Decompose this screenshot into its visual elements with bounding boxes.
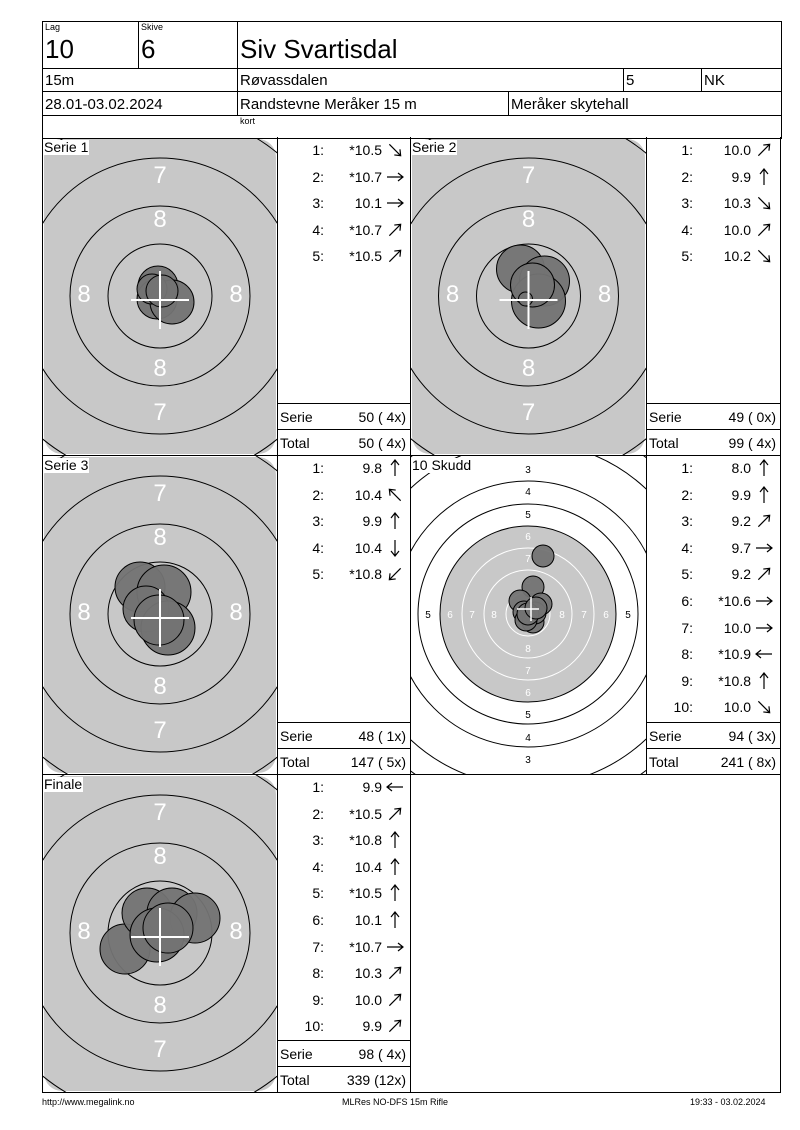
shooter-name: Siv Svartisdal <box>240 34 398 64</box>
arrow-se-icon <box>753 193 775 213</box>
arrow-se-icon <box>384 140 406 160</box>
shot-row <box>278 485 410 505</box>
total-value: 241 ( 8x) <box>720 754 776 770</box>
event: Randstevne Meråker 15 m <box>240 96 417 113</box>
shot-row <box>278 167 410 187</box>
ring-number: 8 <box>521 206 536 233</box>
ring-number: 7 <box>469 610 475 621</box>
serie-value: 48 ( 1x) <box>358 728 406 744</box>
shot-number: 4: <box>312 539 324 556</box>
arrow-n-icon <box>753 485 775 505</box>
arrow-nw-icon <box>384 485 406 505</box>
total-value: 339 (12x) <box>346 1072 406 1088</box>
shot-row <box>278 910 410 930</box>
footer-timestamp: 19:33 - 03.02.2024 <box>690 1097 766 1107</box>
arrow-w-icon <box>753 644 775 664</box>
arrow-n-icon <box>384 857 406 877</box>
ring-number: 8 <box>77 599 91 626</box>
shot-number: 6: <box>681 593 693 609</box>
arrow-se-icon <box>753 697 775 717</box>
ring-number: 7 <box>581 610 587 621</box>
shot-score: 10.1 <box>354 912 382 928</box>
shot-score: 10.4 <box>354 858 382 875</box>
shot-score: 10.0 <box>723 619 751 636</box>
shot-row <box>647 458 780 478</box>
shot-row <box>278 458 410 478</box>
shot-score: *10.8 <box>349 832 382 849</box>
shot-hole <box>525 597 547 619</box>
serie-summary <box>278 1040 410 1067</box>
ring-number: 7 <box>153 717 167 744</box>
ring-number: 8 <box>559 610 565 621</box>
ring-number: 7 <box>521 162 536 189</box>
arrow-e-icon <box>753 618 775 638</box>
shot-row <box>278 1016 410 1036</box>
arrow-ne-icon <box>384 220 406 240</box>
ring-number: 6 <box>447 610 453 621</box>
ring-number: 8 <box>153 992 167 1019</box>
ring-number: 5 <box>525 710 531 721</box>
target-type: kort <box>240 116 256 126</box>
arrow-e-icon <box>384 937 406 957</box>
shot-row <box>647 193 780 213</box>
shot-score: 10.0 <box>723 221 751 238</box>
ring-number: 5 <box>525 510 531 521</box>
ring-number: 8 <box>597 281 612 308</box>
shot-row <box>647 618 780 638</box>
total-label: Total <box>649 435 679 451</box>
shot-number: 2: <box>312 168 324 185</box>
shot-number: 10: <box>304 1018 324 1035</box>
shot-score: *10.5 <box>349 142 382 158</box>
total-summary <box>278 429 410 456</box>
total-summary <box>647 748 780 775</box>
ring-number: 8 <box>153 206 167 233</box>
shot-score: *10.5 <box>349 885 382 902</box>
ring-number: 3 <box>525 755 531 766</box>
ring-number: 8 <box>491 610 497 621</box>
region: NK <box>704 72 725 89</box>
arrow-e-icon <box>753 591 775 611</box>
shot-score: *10.6 <box>718 593 751 609</box>
shot-row <box>647 564 780 584</box>
serie-label: Serie <box>280 728 313 744</box>
arrow-w-icon <box>384 777 406 797</box>
shot-score: 9.2 <box>731 513 751 530</box>
shot-score: *10.8 <box>349 566 382 583</box>
ring-number: 8 <box>153 524 167 551</box>
shot-score: *10.5 <box>349 248 382 265</box>
shot-number: 10: <box>673 699 693 716</box>
total-label: Total <box>280 754 310 770</box>
ring-number: 8 <box>229 281 243 308</box>
serie-summary <box>278 403 410 430</box>
arrow-ne-icon <box>384 1016 406 1036</box>
shot-row <box>278 830 410 850</box>
shot-number: 9: <box>312 991 324 1008</box>
target-serie-3 <box>43 456 277 774</box>
ring-number: 8 <box>521 355 536 382</box>
shot-row <box>278 538 410 558</box>
shot-number: 2: <box>681 486 693 503</box>
total-value: 147 ( 5x) <box>350 754 406 770</box>
shot-score: 10.1 <box>354 195 382 212</box>
ring-number: 7 <box>525 666 531 677</box>
shot-row <box>278 963 410 983</box>
footer-url[interactable]: http://www.megalink.no <box>42 1097 135 1107</box>
total-summary <box>278 748 410 775</box>
shot-number: 1: <box>312 460 324 476</box>
total-summary <box>278 1066 410 1093</box>
ring-number: 6 <box>525 688 531 699</box>
shot-row <box>647 485 780 505</box>
ring-number: 7 <box>521 399 536 426</box>
shot-row <box>647 644 780 664</box>
skive-value: 6 <box>141 34 156 64</box>
arrow-s-icon <box>384 538 406 558</box>
shot-score: *10.7 <box>349 938 382 955</box>
shot-score: 8.0 <box>731 460 751 476</box>
shot-number: 7: <box>681 619 693 636</box>
serie-value: 49 ( 0x) <box>728 409 776 425</box>
ring-number: 7 <box>153 799 167 826</box>
venue: Meråker skytehall <box>511 96 629 113</box>
shot-number: 8: <box>312 965 324 982</box>
shot-number: 4: <box>681 221 693 238</box>
shot-row <box>278 564 410 584</box>
footer-software: MLRes NO-DFS 15m Rifle <box>342 1097 449 1107</box>
ring-number: 7 <box>525 554 531 565</box>
shot-row <box>647 220 780 240</box>
arrow-e-icon <box>753 538 775 558</box>
shot-score: 9.9 <box>362 779 382 795</box>
shot-list-serie-3 <box>278 456 410 774</box>
shot-number: 5: <box>312 885 324 902</box>
shot-score: 9.9 <box>362 1018 382 1035</box>
shot-row <box>647 140 780 160</box>
shot-score: 10.0 <box>723 142 751 158</box>
shot-row <box>278 140 410 160</box>
shot-row <box>278 937 410 957</box>
ring-number: 8 <box>153 673 167 700</box>
shot-list-serie-1 <box>278 138 410 455</box>
shot-number: 1: <box>312 779 324 795</box>
shot-number: 4: <box>681 539 693 556</box>
arrow-ne-icon <box>753 511 775 531</box>
serie-value: 98 ( 4x) <box>358 1046 406 1062</box>
serie-summary <box>647 722 780 749</box>
shot-score: 10.2 <box>723 248 751 265</box>
arrow-n-icon <box>384 511 406 531</box>
shot-row <box>278 511 410 531</box>
shot-row <box>647 538 780 558</box>
arrow-ne-icon <box>384 990 406 1010</box>
shot-row <box>278 990 410 1010</box>
ring-number: 4 <box>525 733 531 744</box>
arrow-n-icon <box>753 458 775 478</box>
shot-score: 9.2 <box>731 566 751 583</box>
shot-number: 2: <box>312 486 324 503</box>
ring-number: 8 <box>229 918 243 945</box>
shot-number: 5: <box>312 566 324 583</box>
shot-row <box>647 671 780 691</box>
ring-number: 8 <box>153 843 167 870</box>
target-serie-2 <box>411 138 646 455</box>
arrow-n-icon <box>753 671 775 691</box>
arrow-n-icon <box>384 910 406 930</box>
shot-number: 3: <box>312 832 324 849</box>
panel-title: Finale <box>44 776 83 792</box>
shot-number: 6: <box>312 912 324 928</box>
shot-score: *10.9 <box>718 646 751 663</box>
target-finale <box>43 775 277 1092</box>
shot-row <box>647 697 780 717</box>
shot-score: 10.0 <box>354 991 382 1008</box>
shot-score: 10.0 <box>723 699 751 716</box>
shot-score: *10.7 <box>349 221 382 238</box>
ring-number: 4 <box>525 487 531 498</box>
shot-number: 3: <box>312 195 324 212</box>
shot-row <box>647 167 780 187</box>
panel-title: Serie 3 <box>44 457 89 473</box>
shot-hole <box>532 545 554 567</box>
ring-number: 7 <box>153 1036 167 1063</box>
dates: 28.01-03.02.2024 <box>45 96 163 113</box>
shot-number: 4: <box>312 858 324 875</box>
shot-number: 1: <box>681 142 693 158</box>
serie-summary <box>647 403 780 430</box>
arrow-ne-icon <box>753 140 775 160</box>
panel-title: Serie 1 <box>44 139 89 155</box>
serie-label: Serie <box>649 728 682 744</box>
arrow-n-icon <box>384 883 406 903</box>
serie-value: 94 ( 3x) <box>728 728 776 744</box>
arrow-e-icon <box>384 193 406 213</box>
shot-number: 2: <box>681 168 693 185</box>
panel-title: Serie 2 <box>412 139 457 155</box>
shot-score: *10.8 <box>718 672 751 689</box>
arrow-ne-icon <box>384 963 406 983</box>
total-value: 50 ( 4x) <box>358 435 406 451</box>
total-summary <box>647 429 780 456</box>
class: 5 <box>626 72 635 89</box>
shot-number: 4: <box>312 221 324 238</box>
shot-score: 9.7 <box>731 539 751 556</box>
shot-list-serie-2 <box>647 138 780 455</box>
shot-score: 10.3 <box>723 195 751 212</box>
shot-score: *10.5 <box>349 805 382 822</box>
shot-row <box>278 246 410 266</box>
shot-list-10-skudd <box>647 456 780 774</box>
shot-score: 10.4 <box>354 539 382 556</box>
shot-row <box>278 883 410 903</box>
skive-label: Skive <box>141 22 164 32</box>
shot-row <box>278 220 410 240</box>
ring-number: 6 <box>603 610 609 621</box>
serie-label: Serie <box>280 409 313 425</box>
arrow-sw-icon <box>384 564 406 584</box>
ring-number: 8 <box>153 355 167 382</box>
shot-number: 5: <box>681 248 693 265</box>
shot-score: *10.7 <box>349 168 382 185</box>
total-label: Total <box>649 754 679 770</box>
shot-score: 9.9 <box>362 513 382 530</box>
shot-row <box>647 246 780 266</box>
shot-row <box>278 777 410 797</box>
panel-title: 10 Skudd <box>412 457 472 473</box>
arrow-e-icon <box>384 167 406 187</box>
ring-number: 3 <box>525 465 531 476</box>
shot-score: 10.3 <box>354 965 382 982</box>
total-label: Total <box>280 435 310 451</box>
total-label: Total <box>280 1072 310 1088</box>
distance: 15m <box>45 72 75 89</box>
shot-hole <box>146 275 178 307</box>
ring-number: 7 <box>153 399 167 426</box>
shot-row <box>647 591 780 611</box>
shot-score: 9.8 <box>362 460 382 476</box>
shot-number: 8: <box>681 646 693 663</box>
ring-number: 7 <box>153 162 167 189</box>
serie-label: Serie <box>649 409 682 425</box>
ring-number: 6 <box>525 532 531 543</box>
shot-row <box>278 193 410 213</box>
shot-score: 9.9 <box>731 486 751 503</box>
ring-number: 8 <box>445 281 460 308</box>
arrow-n-icon <box>384 830 406 850</box>
serie-value: 50 ( 4x) <box>358 409 406 425</box>
shot-number: 5: <box>681 566 693 583</box>
shot-number: 3: <box>681 195 693 212</box>
shot-row <box>278 804 410 824</box>
arrow-ne-icon <box>384 246 406 266</box>
arrow-ne-icon <box>753 220 775 240</box>
ring-number: 8 <box>525 644 531 655</box>
shot-number: 1: <box>312 142 324 158</box>
ring-number: 8 <box>229 599 243 626</box>
target-serie-1 <box>43 138 277 455</box>
arrow-se-icon <box>753 246 775 266</box>
club: Røvassdalen <box>240 72 328 89</box>
shot-score: 9.9 <box>731 168 751 185</box>
ring-number: 7 <box>153 480 167 507</box>
serie-label: Serie <box>280 1046 313 1062</box>
shot-number: 3: <box>312 513 324 530</box>
ring-number: 5 <box>625 610 631 621</box>
shot-number: 2: <box>312 805 324 822</box>
target-10-skudd <box>411 456 646 774</box>
arrow-ne-icon <box>384 804 406 824</box>
shot-row <box>647 511 780 531</box>
arrow-n-icon <box>384 458 406 478</box>
shot-hole <box>143 903 193 953</box>
lag-label: Lag <box>45 22 61 32</box>
shot-number: 7: <box>312 938 324 955</box>
ring-number: 5 <box>425 610 431 621</box>
shot-number: 9: <box>681 672 693 689</box>
shot-score: 10.4 <box>354 486 382 503</box>
total-value: 99 ( 4x) <box>728 435 776 451</box>
ring-number: 8 <box>77 281 91 308</box>
lag-value: 10 <box>45 34 74 64</box>
arrow-n-icon <box>753 167 775 187</box>
shot-number: 5: <box>312 248 324 265</box>
ring-number: 8 <box>77 918 91 945</box>
serie-summary <box>278 722 410 749</box>
shot-row <box>278 857 410 877</box>
shot-list-finale <box>278 775 410 1092</box>
arrow-ne-icon <box>753 564 775 584</box>
shot-number: 1: <box>681 460 693 476</box>
shot-number: 3: <box>681 513 693 530</box>
